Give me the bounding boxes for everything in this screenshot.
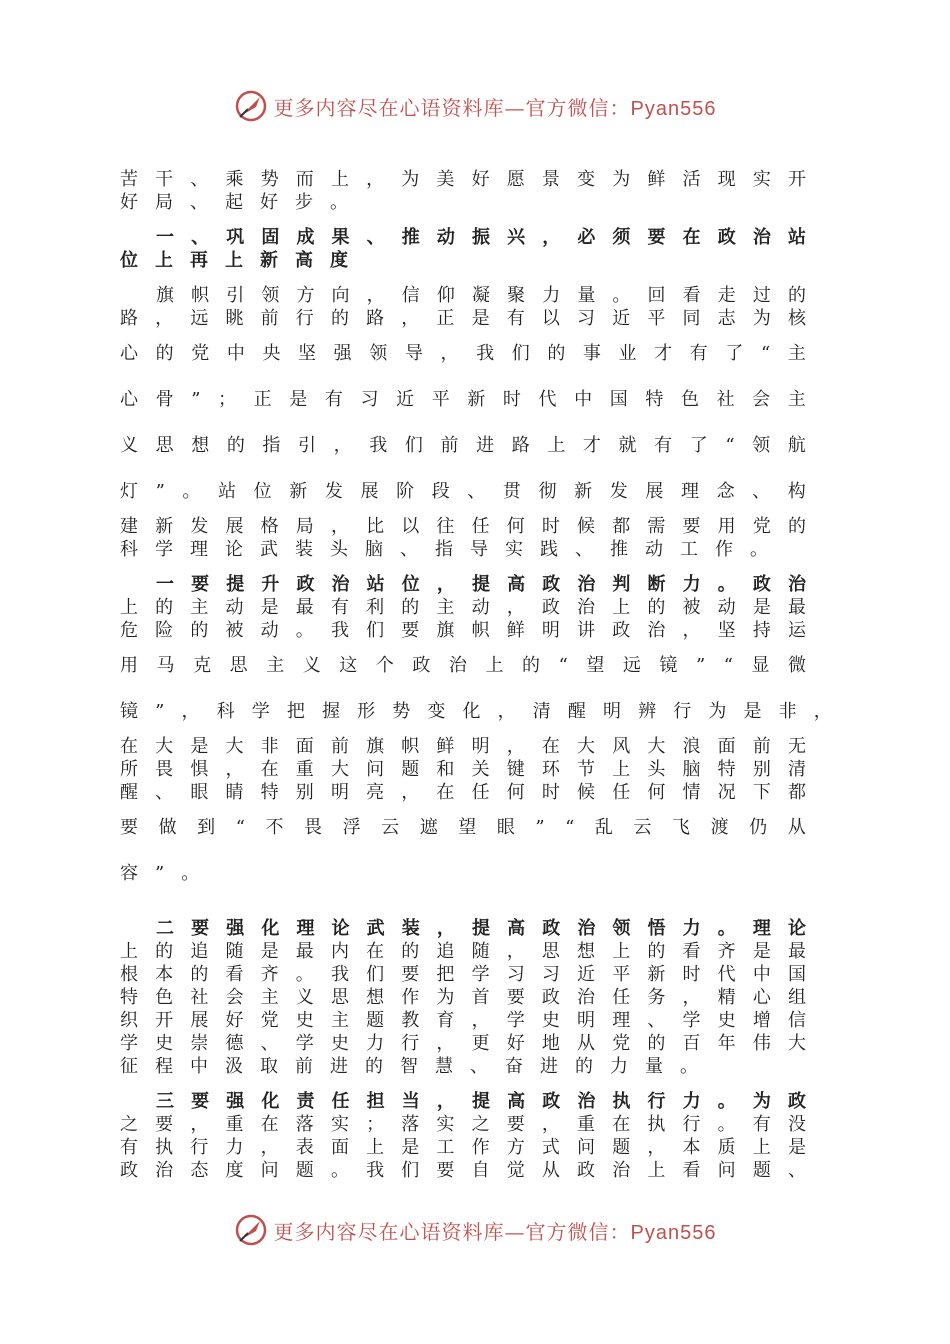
text-line: 特 色 社 会 主 义 思 想 作 为 首 要 政 治 任 务 ， 精 心 组 <box>120 987 806 1008</box>
text-line: 在 大 是 大 非 面 前 旗 帜 鲜 明 ， 在 大 风 大 浪 面 前 无 <box>120 736 806 757</box>
header-watermark-banner <box>0 86 950 126</box>
text-line: 织 开 展 好 党 史 主 题 教 育 ， 学 史 明 理 、 学 史 增 信 <box>120 1010 806 1031</box>
text-line: 苦 干 、 乘 势 而 上 ， 为 美 好 愿 景 变 为 鲜 活 现 实 开 <box>120 169 806 190</box>
footer-watermark-banner <box>0 1210 950 1250</box>
paragraph-lead: 三 要 强 化 责 任 担 当 ， 提 高 政 治 执 行 力 。 为 政 <box>156 1091 806 1112</box>
text-line: 要 做 到 “ 不 畏 浮 云 遮 望 眼 ” “ 乱 云 飞 渡 仍 从 <box>120 817 806 838</box>
text-line: 危 险 的 被 动 。 我 们 要 旗 帜 鲜 明 讲 政 治 ， 坚 持 运 <box>120 620 806 641</box>
text-line <box>120 1090 806 1113</box>
banner-text: 更多内容尽在心语资料库—官方微信：Pyan556 <box>273 1219 717 1244</box>
text-line: 好局、起好步。 <box>120 192 365 213</box>
text-line: 醒 、 眼 睛 特 别 明 亮 ， 在 任 何 时 候 任 何 情 况 下 都 <box>120 782 806 803</box>
text-line: 征程中汲取前进的智慧、奋进的力量。 <box>120 1056 715 1077</box>
banner-text: 更多内容尽在心语资料库—官方微信：Pyan556 <box>273 95 717 120</box>
text-line: 上 的 主 动 是 最 有 利 的 主 动 ， 政 治 上 的 被 动 是 最 <box>120 597 806 618</box>
text-line: 义 思 想 的 指 引 ， 我 们 前 进 路 上 才 就 有 了 “ 领 航 <box>120 435 806 456</box>
paragraph-lead: 一 要 提 升 政 治 站 位 ， 提 高 政 治 判 断 力 。 政 治 <box>156 574 806 595</box>
document-body <box>120 168 832 1182</box>
quill-logo-icon <box>234 89 268 123</box>
text-line: 镜 ” ， 科 学 把 握 形 势 变 化 ， 清 醒 明 辨 行 为 是 非 ， <box>120 701 832 722</box>
text-line: 心 的 党 中 央 坚 强 领 导 ， 我 们 的 事 业 才 有 了 “ 主 <box>120 343 806 364</box>
text-line: 所 畏 惧 ， 在 重 大 问 题 和 关 键 环 节 上 头 脑 特 别 清 <box>120 759 806 780</box>
text-line: 旗 帜 引 领 方 向 ， 信 仰 凝 聚 力 量 。 回 看 走 过 的 <box>156 285 806 306</box>
section-heading-line: 位上再上新高度 <box>120 250 365 271</box>
text-line: 学 史 崇 德 、 学 史 力 行 ， 更 好 地 从 党 的 百 年 伟 大 <box>120 1033 806 1054</box>
text-line: 政 治 态 度 问 题 。 我 们 要 自 觉 从 政 治 上 看 问 题 、 <box>120 1160 806 1181</box>
text-line: 心 骨 ” ； 正 是 有 习 近 平 新 时 代 中 国 特 色 社 会 主 <box>120 389 806 410</box>
paragraph-lead: 二 要 强 化 理 论 武 装 ， 提 高 政 治 领 悟 力 。 理 论 <box>156 918 806 939</box>
text-line: 建 新 发 展 格 局 ， 比 以 往 任 何 时 候 都 需 要 用 党 的 <box>120 516 806 537</box>
text-line: 灯 ” 。 站 位 新 发 展 阶 段 、 贯 彻 新 发 展 理 念 、 构 <box>120 481 806 502</box>
quill-logo-icon <box>234 1213 268 1247</box>
text-line: 根 本 的 看 齐 。 我 们 要 把 学 习 习 近 平 新 时 代 中 国 <box>120 964 806 985</box>
text-line <box>120 917 806 940</box>
text-line: 容”。 <box>120 863 217 884</box>
text-line: 科学理论武装头脑、指导实践、推动工作。 <box>120 539 785 560</box>
text-line: 路 ， 远 眺 前 行 的 路 ， 正 是 有 以 习 近 平 同 志 为 核 <box>120 308 806 329</box>
text-line: 用 马 克 思 主 义 这 个 政 治 上 的 “ 望 远 镜 ” “ 显 微 <box>120 655 806 676</box>
text-line: 有 执 行 力 ， 表 面 上 是 工 作 方 式 问 题 ， 本 质 上 是 <box>120 1137 806 1158</box>
text-line: 上 的 追 随 是 最 内 在 的 追 随 ， 思 想 上 的 看 齐 是 最 <box>120 941 806 962</box>
text-line: 之 要 ， 重 在 落 实 ； 落 实 之 要 ， 重 在 执 行 。 有 没 <box>120 1114 806 1135</box>
section-heading-line: 一 、 巩 固 成 果 、 推 动 振 兴 ， 必 须 要 在 政 治 站 <box>156 227 806 248</box>
text-line <box>120 573 806 596</box>
